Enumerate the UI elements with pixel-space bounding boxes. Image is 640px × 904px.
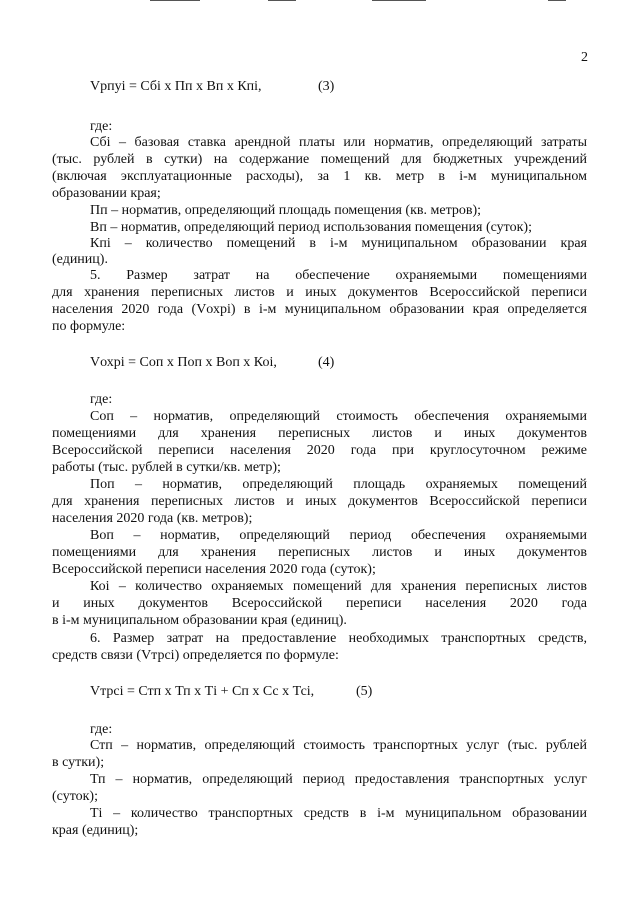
- where-label: где:: [90, 119, 113, 134]
- formula-5-number: (5): [356, 684, 373, 699]
- text-line: помещениями для хранения переписных листов и иных документов: [52, 545, 587, 560]
- text-line: Вп – норматив, определяющий период использования помещения (суток);: [90, 220, 532, 235]
- text-line: Пп – норматив, определяющий площадь помещения (кв. метров);: [90, 203, 482, 218]
- text-line: края (единиц);: [52, 823, 139, 838]
- text-line: для хранения переписных листов и иных документов Всероссийской переписи: [52, 494, 587, 509]
- text-line: (тыс. рублей в сутки) на содержание помещений для бюджетных учреждений: [52, 152, 587, 167]
- text-line: и иных документов Всероссийской переписи населения 2020 года: [52, 596, 587, 611]
- text-line: Соп – норматив, определяющий стоимость обеспечения охраняемыми: [90, 409, 587, 424]
- text-line: работы (тыс. рублей в сутки/кв. метр);: [52, 460, 281, 475]
- text-line: 5. Размер затрат на обеспечение охраняемыми помещениями: [90, 268, 587, 283]
- text-line: Тi – количество транспортных средств в i-м муниципальном образовании: [90, 806, 587, 821]
- text-line: Всероссийской переписи населения 2020 года при круглосуточном режиме: [52, 443, 587, 458]
- text-line: Кпi – количество помещений в i-м муниципальном образовании края: [90, 236, 587, 251]
- formula-4-number: (4): [318, 355, 335, 370]
- text-line: (единиц).: [52, 252, 108, 267]
- formula-4: Vохрi = Соп х Поп х Воп х Коi,: [90, 355, 277, 370]
- text-line: средств связи (Vтрсi) определяется по формуле:: [52, 648, 339, 663]
- text-line: в i-м муниципальном образовании края (единиц).: [52, 613, 347, 628]
- text-line: Поп – норматив, определяющий площадь охраняемых помещений: [90, 477, 587, 492]
- scan-artifact-line: [268, 0, 296, 1]
- text-line: Стп – норматив, определяющий стоимость транспортных услуг (тыс. рублей: [90, 738, 587, 753]
- text-line: (суток);: [52, 789, 98, 804]
- text-line: помещениями для хранения переписных листов и иных документов: [52, 426, 587, 441]
- text-line: в сутки);: [52, 755, 105, 770]
- where-label: где:: [90, 722, 113, 737]
- text-line: населения 2020 года (Vохрi) в i-м муниципальном образовании края определяется: [52, 302, 587, 317]
- text-line: образовании края;: [52, 186, 161, 201]
- scan-artifact-line: [150, 0, 200, 1]
- text-line: 6. Размер затрат на предоставление необходимых транспортных средств,: [90, 631, 587, 646]
- text-line: по формуле:: [52, 319, 126, 334]
- text-line: Тп – норматив, определяющий период предоставления транспортных услуг: [90, 772, 587, 787]
- text-line: Коi – количество охраняемых помещений для хранения переписных листов: [90, 579, 587, 594]
- page-number: 2: [581, 50, 588, 65]
- where-label: где:: [90, 392, 113, 407]
- formula-3-number: (3): [318, 79, 335, 94]
- scan-artifact-line: [548, 0, 566, 1]
- text-line: Сбi – базовая ставка арендной платы или норматив, определяющий затраты: [90, 135, 587, 150]
- formula-3: Vрпуi = Сбi х Пп х Вп х Кпi,: [90, 79, 262, 94]
- text-line: (включая эксплуатационные расходы), за 1 кв. метр в i-м муниципальном: [52, 169, 587, 184]
- text-line: для хранения переписных листов и иных документов Всероссийской переписи: [52, 285, 587, 300]
- text-line: населения 2020 года (кв. метров);: [52, 511, 253, 526]
- text-line: Всероссийской переписи населения 2020 года (суток);: [52, 562, 376, 577]
- formula-5: Vтрсi = Стп х Тп х Тi + Сп х Сс х Тсi,: [90, 684, 315, 699]
- text-line: Воп – норматив, определяющий период обеспечения охраняемыми: [90, 528, 587, 543]
- scan-artifact-line: [372, 0, 426, 1]
